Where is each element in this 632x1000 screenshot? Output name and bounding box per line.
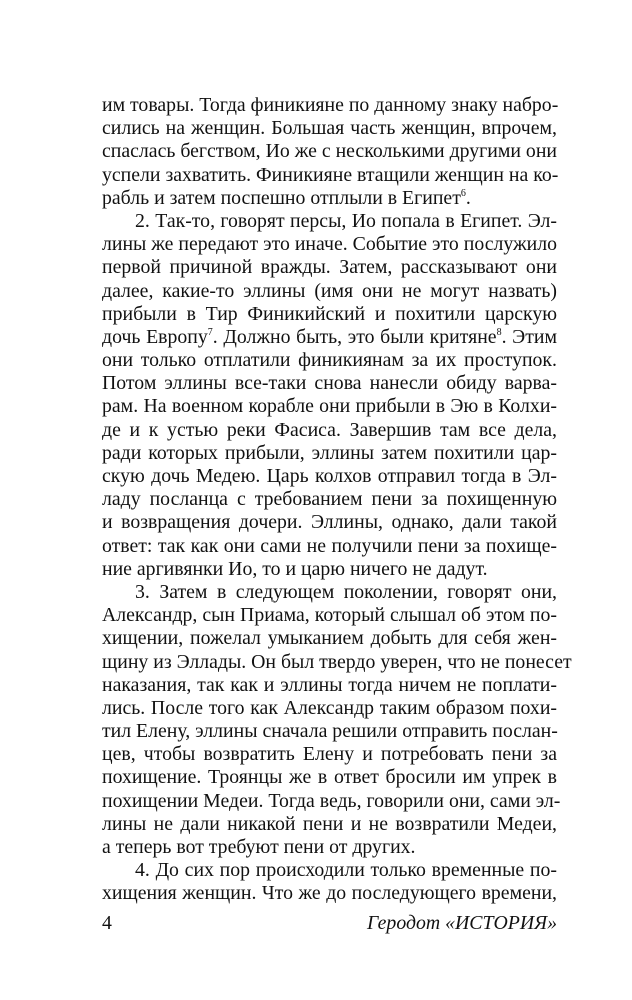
text-line: щину из Эллады. Он был твердо уверен, что не понесет bbox=[102, 650, 572, 673]
text-line: цев, чтобы возвратить Елену и потребовать пени за bbox=[102, 743, 557, 766]
footnote-marker-8[interactable]: 8 bbox=[496, 326, 502, 338]
text-line: они только отплатили финикиянам за их проступок. bbox=[102, 349, 557, 372]
text-line: де и к устью реки Фасиса. Завершив там все дела, bbox=[102, 418, 557, 441]
text-line: Потом эллины все-таки снова нанесли обиду варва- bbox=[102, 372, 557, 395]
text-fragment: . Этим bbox=[501, 325, 557, 348]
running-title: Геродот «ИСТОРИЯ» bbox=[366, 912, 557, 934]
text-line: наказания, так как и эллины тогда ничем не поплати- bbox=[102, 673, 557, 696]
text-line: спаслась бегством, Ио же с несколькими другими они bbox=[102, 140, 557, 163]
page-number: 4 bbox=[102, 912, 112, 934]
text-line: ради которых прибыли, эллины затем похитили цар- bbox=[102, 441, 557, 464]
text-line: ладу посланца с требованием пени за похищенную bbox=[102, 488, 557, 511]
text-line: лины не дали никакой пени и не возвратили Медеи, bbox=[102, 812, 557, 835]
page-footer bbox=[102, 912, 557, 936]
text-line: хищения женщин. Что же до последующего времени, bbox=[102, 882, 557, 905]
text-line: тил Елену, эллины сначала решили отправить послан- bbox=[102, 720, 558, 743]
text-line: похищение. Троянцы же в ответ бросили им упрек в bbox=[102, 766, 557, 789]
text-line: а теперь вот требуют пени от других. bbox=[102, 836, 416, 858]
text-line: Александр, сын Приама, который слышал об этом по- bbox=[102, 604, 557, 627]
text-fragment: дочь Европу bbox=[102, 325, 208, 348]
text-line: лины же передают это иначе. Событие это послужило bbox=[102, 233, 557, 256]
footnote-marker-6[interactable]: 6 bbox=[460, 187, 466, 199]
paragraph-3-first-line: 3. Затем в следующем поколении, говорят они, bbox=[135, 580, 557, 603]
paragraph-4-first-line: 4. До сих пор происходили только временные по- bbox=[135, 859, 557, 882]
body-text bbox=[102, 94, 572, 906]
text-line: успели захватить. Финикияне втащили женщин на ко- bbox=[102, 163, 559, 186]
text-line: рабль и затем поспешно отплыли в Египет$^6$. bbox=[102, 186, 471, 209]
text-line: им товары. Тогда финикияне по данному знаку набро- bbox=[102, 94, 559, 116]
text-line: и возвращения дочери. Эллины, однако, дали такой bbox=[102, 511, 557, 534]
footnote-marker-7[interactable]: 7 bbox=[207, 326, 213, 338]
text-line: ответ: так как они сами не получили пени за похище- bbox=[102, 534, 557, 557]
text-line: похищении Медеи. Тогда ведь, говорили они, сами эл- bbox=[102, 789, 561, 812]
text-line: первой причиной вражды. Затем, рассказывают они bbox=[102, 256, 557, 279]
text-line: хищении, пожелал умыканием добыть для себя жен- bbox=[102, 627, 557, 650]
text-line: лись. После того как Александр таким образом похи- bbox=[102, 696, 557, 719]
text-line: сились на женщин. Большая часть женщин, впрочем, bbox=[102, 117, 557, 140]
text-line: прибыли в Тир Финикийский и похитили царскую bbox=[102, 302, 557, 325]
text-line: рам. На военном корабле они прибыли в Эю в Колхи- bbox=[102, 395, 557, 418]
text-line bbox=[102, 326, 557, 349]
text-line: скую дочь Медею. Царь колхов отправил тогда в Эл- bbox=[102, 465, 557, 487]
text-fragment: рабль и затем поспешно отплыли в Египет bbox=[102, 186, 461, 209]
text-line: ние аргивянки Ио, то и царю ничего не дадут. bbox=[102, 557, 488, 580]
paragraph-2-first-line: 2. Так-то, говорят персы, Ио попала в Египет. Эл- bbox=[135, 209, 557, 232]
text-fragment: . Должно быть, это были критяне bbox=[212, 325, 497, 348]
text-line: далее, какие-то эллины (имя они не могут назвать) bbox=[102, 279, 557, 302]
